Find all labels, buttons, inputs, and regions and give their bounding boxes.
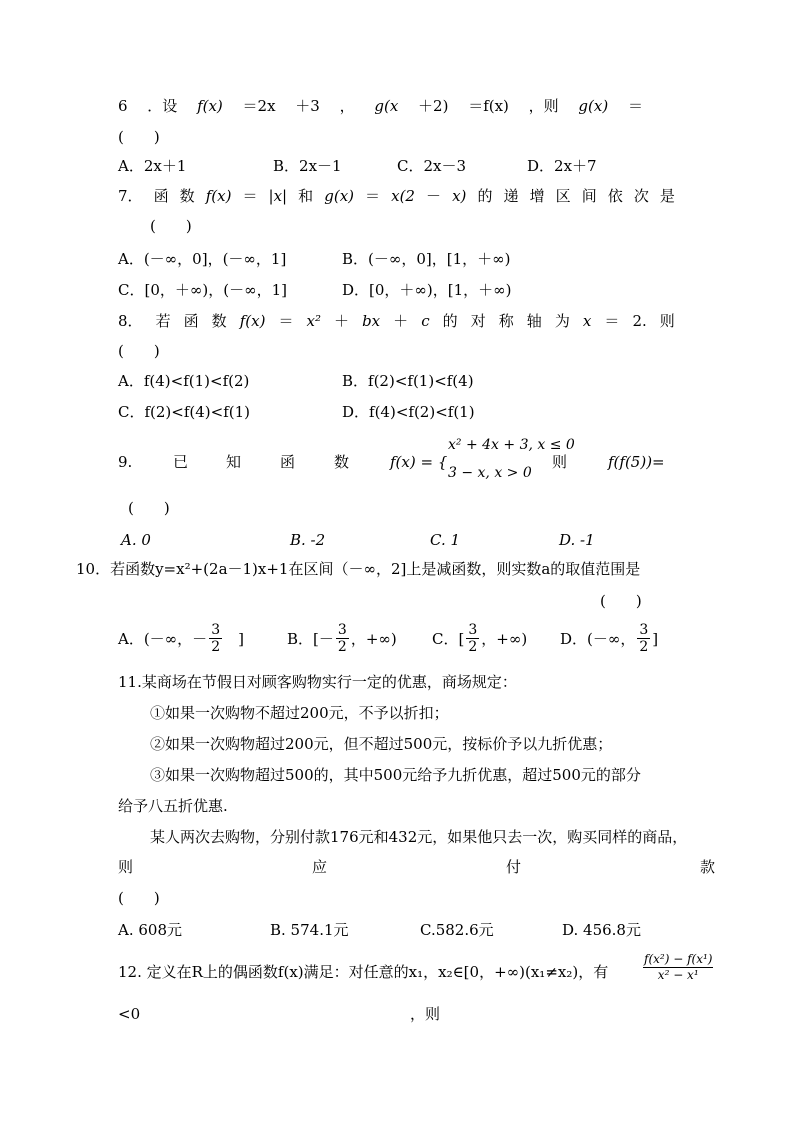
- q6-option-c: C．2x－3: [397, 157, 467, 175]
- q11-answer-paren: ( ): [118, 889, 160, 907]
- q6-word: ＝2x: [242, 97, 276, 115]
- q8-option-c: C．f(2)<f(4)<f(1): [118, 403, 251, 421]
- q8-option-a: A．f(4)<f(1)<f(2): [118, 372, 250, 390]
- q8-word: 轴: [526, 312, 542, 330]
- q7-word: 区: [555, 187, 571, 205]
- q10-option-a: [118, 622, 244, 655]
- q6-word: ，: [339, 97, 355, 115]
- fraction-denominator: 2: [211, 639, 221, 655]
- q7-num: 7．: [118, 187, 143, 205]
- q8-num: 8．: [118, 312, 143, 330]
- q11-stem: 11.某商场在节假日对顾客购物实行一定的优惠，商场规定：: [118, 673, 517, 691]
- q9-option-d: D. -1: [559, 531, 595, 549]
- q8-word: bx: [362, 312, 381, 330]
- q10-answer-paren: ( ): [600, 592, 642, 610]
- q11-rule-1: ①如果一次购物不超过200元，不予以折扣；: [150, 704, 449, 722]
- q9-word: 数: [334, 453, 350, 471]
- q8-word: 对: [470, 312, 486, 330]
- q10-option-b-fraction: [336, 622, 349, 655]
- q9-option-a: A. 0: [121, 531, 151, 549]
- q6-word: ，则: [528, 97, 559, 115]
- q7-word: g(x): [324, 187, 354, 205]
- q7-word: －: [426, 187, 442, 205]
- q7-word: 递: [503, 187, 519, 205]
- q6-word: ＋3: [295, 97, 320, 115]
- q11-option-a: A. 608元: [118, 921, 182, 939]
- q8-word: 函: [183, 312, 199, 330]
- q8-option-b: B．f(2)<f(1)<f(4): [342, 372, 474, 390]
- q8-option-d: D．f(4)<f(2)<f(1): [342, 403, 475, 421]
- q11-word: 付: [505, 858, 521, 876]
- q10-option-c-post: ，+∞): [481, 629, 528, 648]
- q6-answer-paren: ( ): [118, 128, 160, 146]
- q11-option-d: D. 456.8元: [562, 921, 641, 939]
- q9-answer-paren: ( ): [128, 499, 170, 517]
- q11-rule-3: ③如果一次购物超过500的，其中500元给予九折优惠，超过500元的部分: [150, 766, 641, 784]
- q6-option-d: D．2x＋7: [527, 157, 597, 175]
- q8-word: x: [582, 312, 592, 330]
- q7-word: ＝: [365, 187, 381, 205]
- q6-word: ＝f(x): [468, 97, 509, 115]
- q10-option-b: [287, 622, 397, 655]
- q10-option-c-fraction: [466, 622, 479, 655]
- q12-fraction-numerator: f(x²) − f(x¹): [644, 952, 713, 966]
- q8-word: ＝: [278, 312, 294, 330]
- q7-word: 和: [298, 187, 314, 205]
- q7-option-c: C．[0，＋∞)，(－∞，1]: [118, 281, 287, 299]
- q7-option-b: B．(－∞，0]，[1，＋∞): [342, 250, 511, 268]
- q7-word: 间: [581, 187, 597, 205]
- q8-word: ＋: [334, 312, 350, 330]
- q7-word: 的: [477, 187, 493, 205]
- q6-stem: [118, 96, 643, 116]
- q9-then: 则: [552, 453, 568, 471]
- q12-stem: 12. 定义在R上的偶函数f(x)满足：对任意的x₁，x₂∈[0，+∞)(x₁≠x₂)，有: [118, 963, 609, 981]
- q11-word: 款: [699, 858, 715, 876]
- fraction-denominator: 2: [337, 639, 347, 655]
- q7-word: 次: [633, 187, 649, 205]
- q7-word: 依: [607, 187, 623, 205]
- q11-word: 应: [311, 858, 327, 876]
- q8-word: 2.: [632, 312, 647, 330]
- q8-answer-paren: ( ): [118, 342, 160, 360]
- fraction-denominator: 2: [639, 639, 649, 655]
- q11-question: 某人两次去购物，分别付款176元和432元，如果他只去一次，购买同样的商品，: [150, 828, 688, 846]
- q7-word: ＝: [242, 187, 258, 205]
- q9-case-1: x² + 4x + 3, x ≤ 0: [448, 437, 575, 453]
- q6-num: 6: [118, 97, 128, 115]
- q7-word: f(x): [205, 187, 232, 205]
- q9-option-c: C. 1: [430, 531, 461, 549]
- q9-fx: f(x) = {: [390, 453, 448, 471]
- q8-word: ＋: [393, 312, 409, 330]
- q12-fraction: [643, 952, 713, 983]
- q10-option-a-fraction: [209, 622, 222, 655]
- q6-option-b: B．2x－1: [273, 157, 342, 175]
- q7-word: 数: [179, 187, 195, 205]
- q8-word: c: [421, 312, 430, 330]
- q7-word: x(2: [391, 187, 415, 205]
- q6-word: ＝: [627, 97, 643, 115]
- q10-option-d-post: ]: [652, 629, 659, 648]
- q10-option-b-pre: B．[－: [287, 629, 334, 648]
- q8-stem: [118, 311, 675, 331]
- q9-word: 已: [173, 453, 189, 471]
- q7-word: |x|: [268, 187, 288, 205]
- q11-rule-2: ②如果一次购物超过200元，但不超过500元，按标价予以九折优惠；: [150, 735, 613, 753]
- fraction-numerator: 3: [337, 622, 347, 638]
- q7-stem: [118, 186, 675, 206]
- q10-option-d-pre: D．(－∞，: [560, 629, 636, 648]
- q8-word: f(x): [239, 312, 266, 330]
- q10-option-a-post: ]: [238, 629, 244, 648]
- q10-option-a-pre: A．(－∞，－: [118, 629, 208, 648]
- fraction-numerator: 3: [468, 622, 478, 638]
- q9-word: 函: [280, 453, 296, 471]
- q10-option-c: [432, 622, 527, 655]
- q7-word: 函: [153, 187, 169, 205]
- fraction-numerator: 3: [211, 622, 221, 638]
- q7-option-a: A．(－∞，0]，(－∞，1]: [118, 250, 287, 268]
- q6-word: f(x): [197, 97, 223, 115]
- q11-question-cont: [118, 857, 715, 877]
- q10-option-b-post: ，+∞): [350, 629, 397, 648]
- q8-word: 为: [554, 312, 570, 330]
- q8-word: 若: [155, 312, 171, 330]
- q8-word: 的: [442, 312, 458, 330]
- q7-answer-paren: ( ): [150, 217, 192, 235]
- q10-stem: 10．若函数y=x²+(2a－1)x+1在区间（－∞，2]上是减函数，则实数a的取值范围是: [76, 560, 641, 578]
- q11-rule-3-cont: 给予八五折优惠.: [118, 797, 228, 815]
- q9-ffx: f(f(5))=: [608, 453, 665, 471]
- q6-option-a: A．2x＋1: [118, 157, 187, 175]
- q8-word: 则: [659, 312, 675, 330]
- q9-word: 知: [226, 453, 242, 471]
- q11-word: 则: [118, 858, 134, 876]
- q11-option-b: B. 574.1元: [270, 921, 349, 939]
- q12-then: ，则: [410, 1005, 441, 1023]
- q6-word: ．设: [147, 97, 178, 115]
- q6-word: g(x: [374, 97, 399, 115]
- q9-case-2: 3 − x, x > 0: [448, 465, 532, 481]
- q9-option-b: B. -2: [290, 531, 326, 549]
- fraction-numerator: 3: [639, 622, 649, 638]
- q6-word: g(x): [578, 97, 609, 115]
- q7-word: x): [452, 187, 467, 205]
- q10-option-c-pre: C．[: [432, 629, 465, 648]
- fraction-denominator: 2: [468, 639, 478, 655]
- q8-word: x²: [306, 312, 321, 330]
- q12-fraction-denominator: x² − x¹: [657, 968, 699, 982]
- q9-num: 9.: [118, 453, 133, 471]
- q10-option-d: [560, 622, 658, 655]
- q7-word: 是: [659, 187, 675, 205]
- q11-option-c: C.582.6元: [420, 921, 494, 939]
- q12-less-than-zero: <0: [118, 1005, 141, 1023]
- q8-word: 称: [498, 312, 514, 330]
- q8-word: ＝: [604, 312, 620, 330]
- q7-option-d: D．[0，＋∞)，[1，＋∞): [342, 281, 512, 299]
- q6-word: ＋2): [418, 97, 449, 115]
- q8-word: 数: [211, 312, 227, 330]
- q7-word: 增: [529, 187, 545, 205]
- q10-option-d-fraction: [637, 622, 650, 655]
